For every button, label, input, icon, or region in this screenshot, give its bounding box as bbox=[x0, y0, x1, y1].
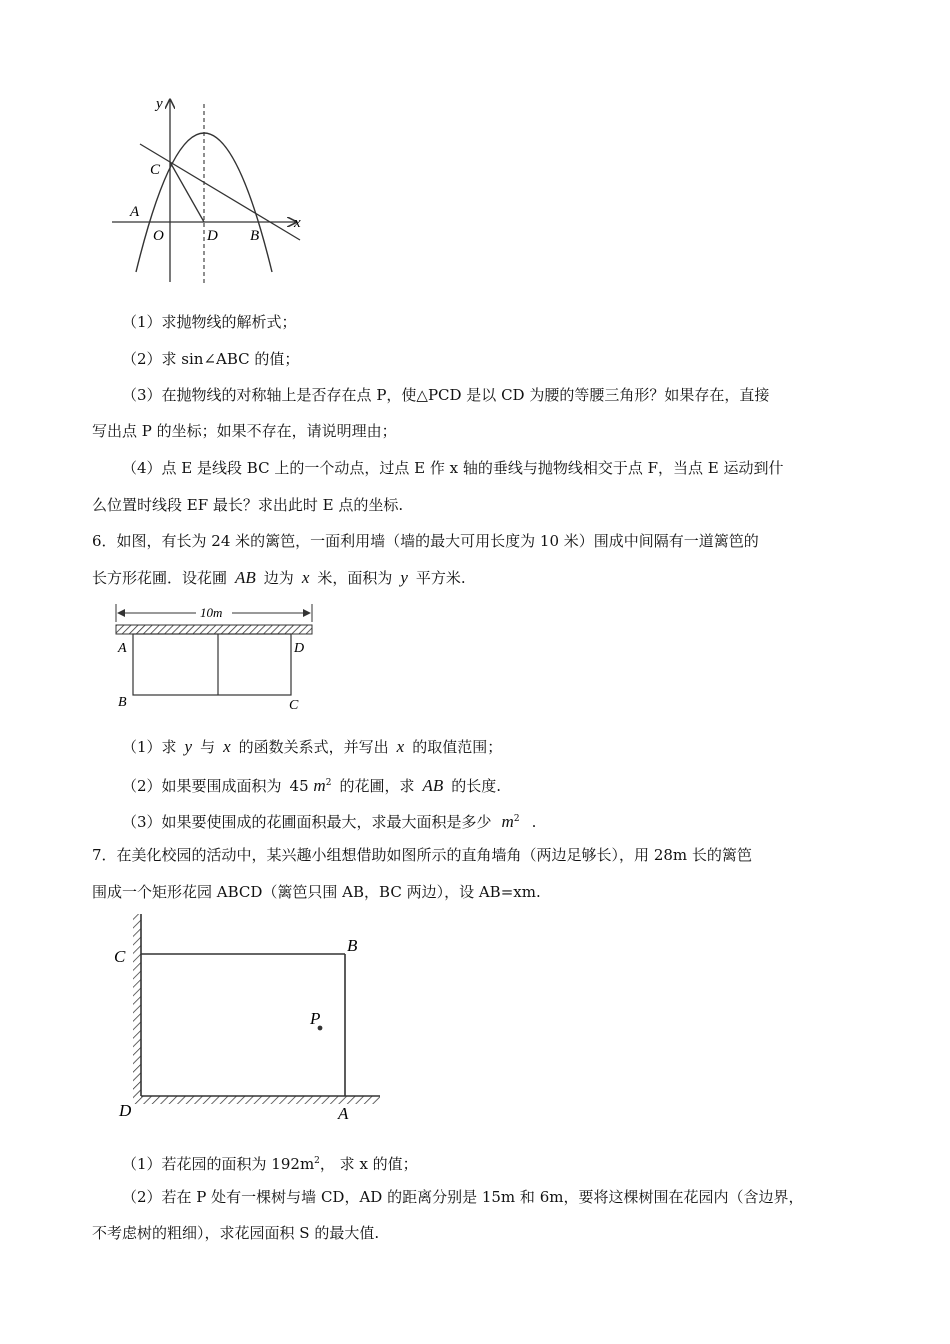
label-d: D bbox=[119, 1101, 132, 1120]
q5-part-3-cont: 写出点 P 的坐标；如果不存在，请说明理由； bbox=[92, 422, 397, 440]
label-p: P bbox=[310, 1009, 321, 1028]
area-number: 45 bbox=[289, 777, 309, 795]
q6-text: 米，面积为 bbox=[317, 569, 393, 587]
parabola-figure bbox=[108, 92, 308, 292]
q6-text: 的花圃，求 bbox=[339, 777, 415, 795]
q6-text: 边为 bbox=[263, 569, 294, 587]
q7-text: ， 求 x 的值； bbox=[319, 1155, 418, 1173]
q6-text: （2）如果要围成面积为 bbox=[122, 777, 282, 795]
garden-rect bbox=[133, 634, 291, 695]
var-ab: AB bbox=[235, 568, 256, 587]
q6-text: （3）如果要使围成的花圃面积最大，求最大面积是多少 bbox=[122, 813, 492, 831]
q6-text: 平方米. bbox=[415, 569, 466, 587]
label-d: D bbox=[294, 641, 305, 656]
q6-text: 的函数关系式，并写出 bbox=[238, 738, 389, 756]
q6-stem: 6．如图，有长为 24 米的篱笆，一面利用墙（墙的最大可用长度为 10 米）围成中间隔有一道篱笆的 bbox=[92, 532, 759, 550]
q6-part-1 bbox=[122, 737, 502, 757]
q5-part-3: （3）在抛物线的对称轴上是否存在点 P，使△PCD 是以 CD 为腰的等腰三角形？如果存在，直接 bbox=[122, 386, 770, 404]
label-c: C bbox=[150, 162, 161, 178]
line-cb bbox=[140, 144, 300, 240]
q6-text: 的长度. bbox=[451, 777, 502, 795]
line-cd bbox=[170, 162, 204, 222]
var-y: y bbox=[400, 568, 408, 587]
q7-part-1 bbox=[122, 1151, 418, 1174]
left-wall-hatch bbox=[133, 914, 141, 1096]
label-a: A bbox=[130, 204, 140, 220]
label-o: O bbox=[153, 228, 164, 244]
label-y: y bbox=[156, 96, 163, 112]
unit-m: m bbox=[313, 776, 326, 795]
q6-text: 长方形花圃．设花圃 bbox=[92, 569, 228, 587]
var-x: x bbox=[301, 568, 310, 587]
q6-text: （1）求 bbox=[122, 738, 177, 756]
bottom-wall-hatch bbox=[133, 1096, 380, 1104]
q6-stem-cont bbox=[92, 568, 466, 588]
unit-m: m bbox=[501, 812, 514, 831]
q6-text: 与 bbox=[200, 738, 216, 756]
label-a: A bbox=[118, 641, 127, 656]
var-x: x bbox=[223, 737, 231, 756]
label-x: x bbox=[294, 215, 301, 231]
q5-part-4-cont: 么位置时线段 EF 最长？求出此时 E 点的坐标. bbox=[92, 496, 404, 514]
q7-stem: 7．在美化校园的活动中，某兴趣小组想借助如图所示的直角墙角（两边足够长），用 28m 长的篱笆 bbox=[92, 846, 752, 864]
q5-part-1: （1）求抛物线的解析式； bbox=[122, 313, 297, 331]
q7-text: （1）若花园的面积为 192m bbox=[122, 1155, 315, 1173]
label-c: C bbox=[114, 947, 126, 966]
q7-stem-cont: 围成一个矩形花园 ABCD（篱笆只围 AB，BC 两边），设 AB=xm. bbox=[92, 883, 541, 901]
q6-text: . bbox=[531, 813, 537, 831]
unit-sup: 2 bbox=[314, 1156, 320, 1166]
q6-part-3 bbox=[122, 809, 536, 832]
label-b: B bbox=[347, 936, 358, 955]
label-b: B bbox=[250, 228, 260, 244]
unit-sup: 2 bbox=[513, 814, 520, 824]
q5-part-2: （2）求 sin∠ABC 的值； bbox=[122, 350, 300, 368]
corner-garden-figure bbox=[108, 910, 398, 1130]
q7-part-2-cont: 不考虑树的粗细），求花园面积 S 的最大值. bbox=[92, 1224, 380, 1242]
label-d: D bbox=[207, 228, 218, 244]
label-a: A bbox=[338, 1104, 349, 1123]
q7-part-2: （2）若在 P 处有一棵树与墙 CD，AD 的距离分别是 15m 和 6m，要将这棵树围在花园内（含边界， bbox=[122, 1188, 804, 1206]
q5-part-4: （4）点 E 是线段 BC 上的一个动点，过点 E 作 x 轴的垂线与抛物线相交于点 F，当点 E 运动到什 bbox=[122, 459, 784, 477]
wall-length-label: 10m bbox=[200, 605, 223, 620]
label-b: B bbox=[118, 695, 127, 710]
unit-sup: 2 bbox=[325, 778, 332, 788]
q6-part-2 bbox=[122, 773, 501, 796]
q6-text: 的取值范围； bbox=[412, 738, 503, 756]
var-ab: AB bbox=[422, 776, 444, 795]
wall bbox=[116, 625, 312, 634]
label-c: C bbox=[289, 698, 299, 713]
var-y: y bbox=[184, 737, 193, 756]
garden-wall-figure bbox=[108, 598, 328, 718]
var-x: x bbox=[396, 737, 405, 756]
